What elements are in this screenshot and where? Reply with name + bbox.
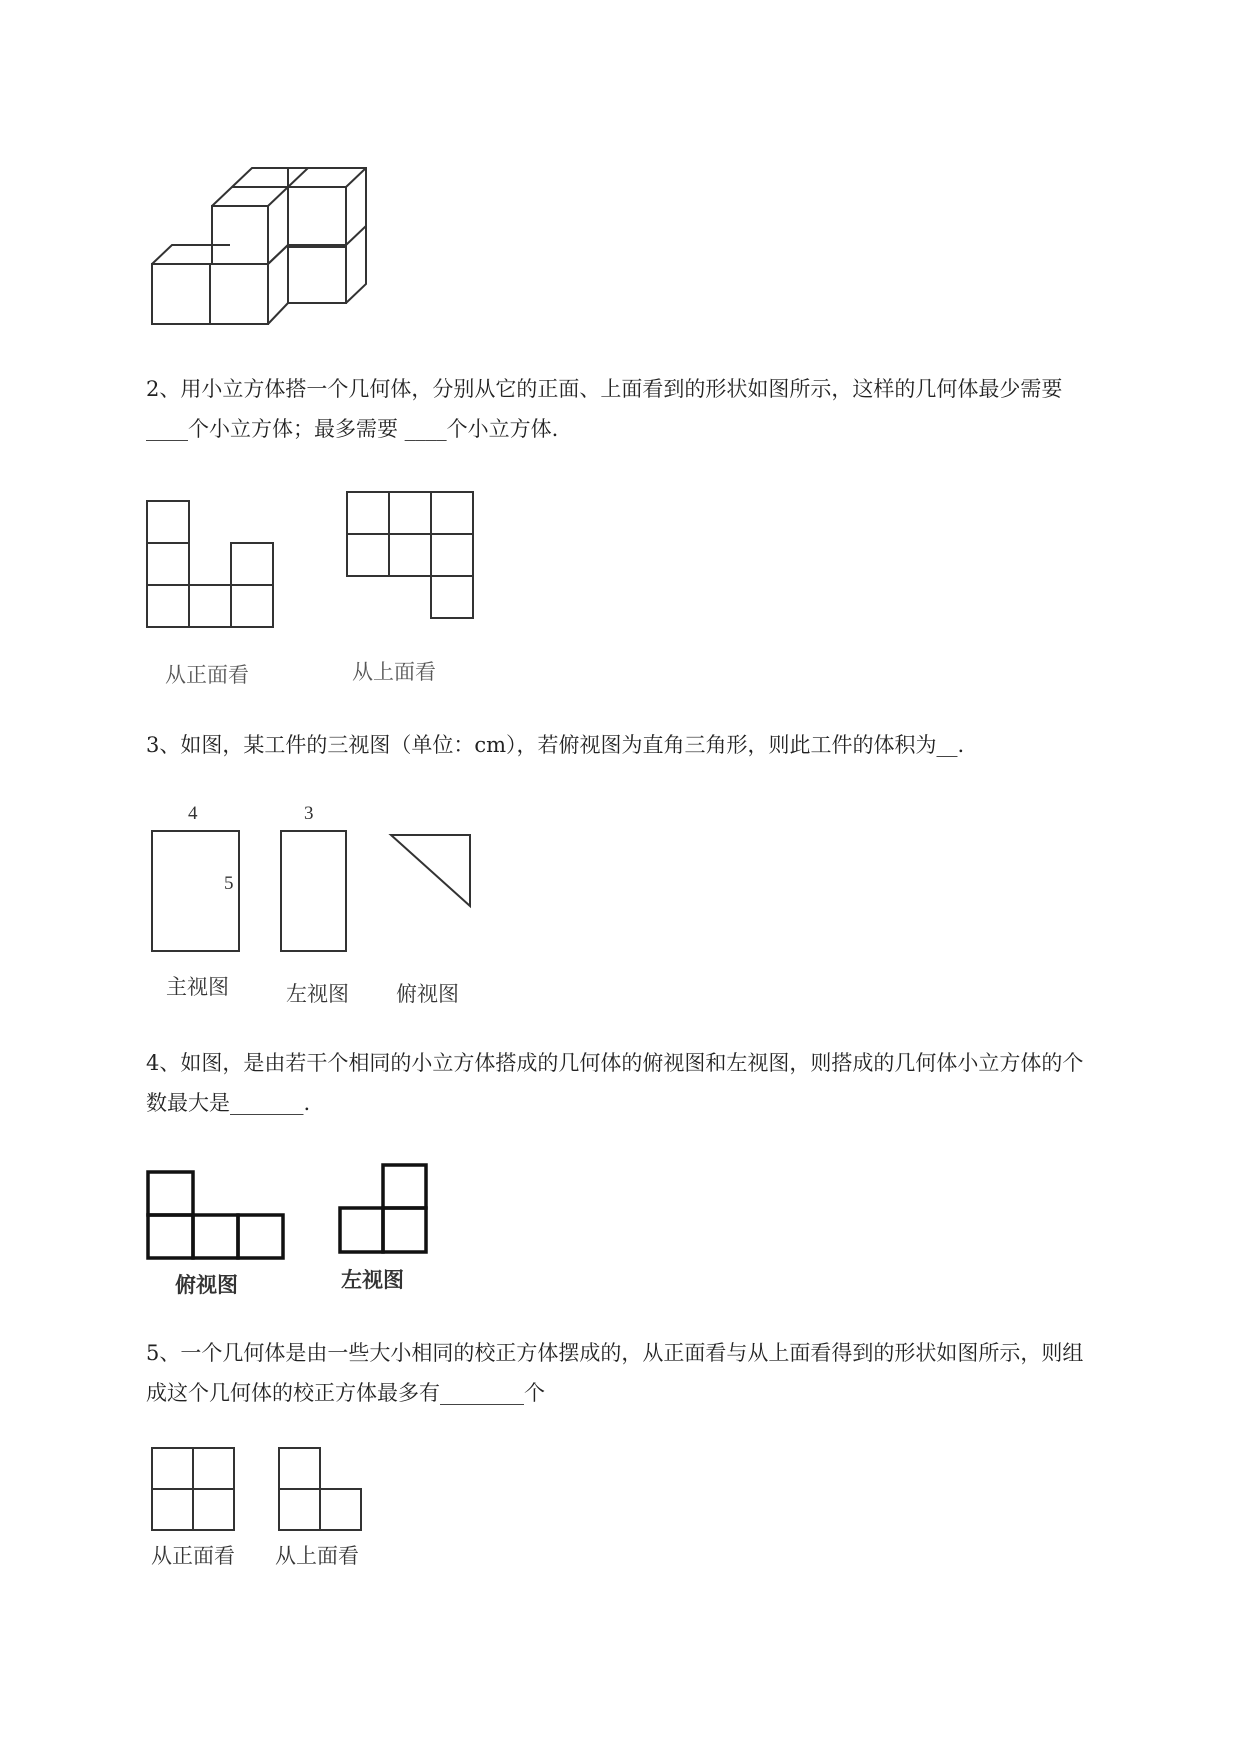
q3-dim-side-width: 3 [304,803,314,824]
q3-caption-left: 左视图 [286,982,349,1006]
question-2-line1: 2、用小立方体搭一个几何体，分别从它的正面、上面看到的形状如图所示，这样的几何体最少需要 [146,377,1063,401]
q2-caption-top: 从上面看 [352,660,436,684]
question-5-line1: 5、一个几何体是由一些大小相同的校正方体摆成的，从正面看与从上面看得到的形状如图所示，则组 [146,1341,1084,1365]
q3-dim-front-width: 4 [188,803,198,824]
question-4-line1: 4、如图，是由若干个相同的小立方体搭成的几何体的俯视图和左视图，则搭成的几何体小立方体的个 [146,1051,1084,1075]
question-2-line2: ____个小立方体；最多需要 ____个小立方体. [146,417,559,441]
q5-caption-front: 从正面看 [151,1544,235,1568]
q3-dim-front-height: 5 [224,873,234,894]
q3-caption-main: 主视图 [166,975,229,999]
q2-caption-front: 从正面看 [165,663,249,687]
q3-caption-top: 俯视图 [396,982,459,1006]
question-3-line1: 3、如图，某工件的三视图（单位：cm），若俯视图为直角三角形，则此工件的体积为__. [146,733,965,757]
q4-caption-left: 左视图 [341,1268,404,1292]
q4-caption-top: 俯视图 [175,1273,238,1297]
question-5-line2: 成这个几何体的校正方体最多有________个 [146,1381,545,1405]
question-4-line2: 数最大是_______. [146,1091,311,1115]
q5-caption-top: 从上面看 [275,1544,359,1568]
